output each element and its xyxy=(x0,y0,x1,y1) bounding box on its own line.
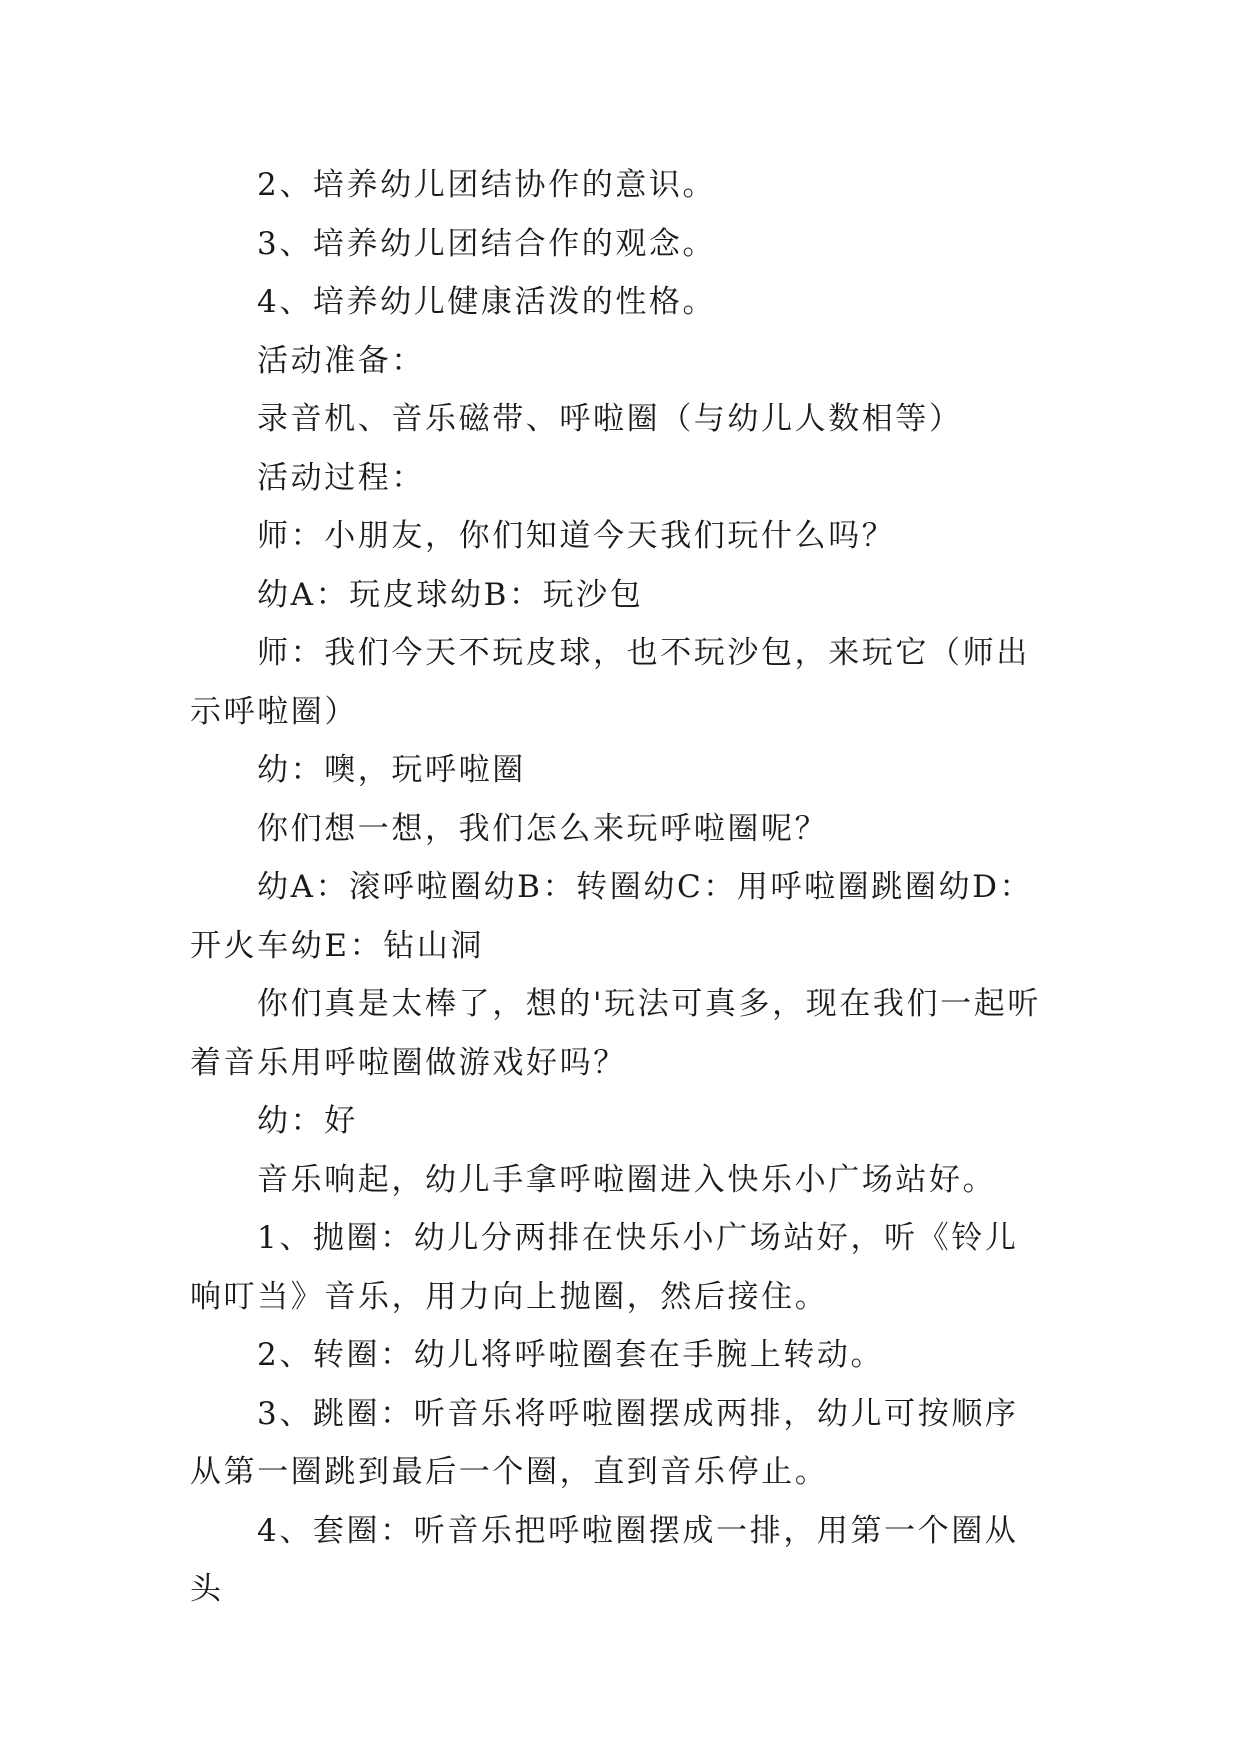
activity-step-3: 3、跳圈：听音乐将呼啦圈摆成两排，幼儿可按顺序从第一圈跳到最后一个圈，直到音乐停止。 xyxy=(190,1395,1019,1490)
section-heading-preparation: 活动准备： xyxy=(257,342,425,379)
paragraph-goal-2: 2、培养幼儿团结协作的意识。 xyxy=(257,167,717,203)
dialogue-line: 幼：噢，玩呼啦圈 xyxy=(257,752,526,788)
paragraph-goal-4: 4、培养幼儿健康活泼的性格。 xyxy=(257,284,717,320)
activity-step-4: 4、套圈：听音乐把呼啦圈摆成一排，用第一个圈从头 xyxy=(190,1512,1019,1607)
activity-step-1: 1、抛圈：幼儿分两排在快乐小广场站好，听《铃儿响叮当》音乐，用力向上抛圈，然后接住。 xyxy=(190,1220,1019,1315)
dialogue-line: 你们真是太棒了，想的'玩法可真多，现在我们一起听着音乐用呼啦圈做游戏好吗？ xyxy=(190,986,1041,1081)
dialogue-line: 幼A：玩皮球幼B：玩沙包 xyxy=(257,576,644,613)
dialogue-line: 幼：好 xyxy=(257,1103,358,1139)
document-body xyxy=(190,156,1052,1619)
paragraph-goal-3: 3、培养幼儿团结合作的观念。 xyxy=(257,225,717,262)
dialogue-line: 师：我们今天不玩皮球，也不玩沙包，来玩它（师出示呼啦圈） xyxy=(190,635,1030,730)
section-heading-process: 活动过程： xyxy=(257,459,425,496)
dialogue-line: 幼A：滚呼啦圈幼B：转圈幼C：用呼啦圈跳圈幼D：开火车幼E：钻山洞 xyxy=(190,869,1034,964)
dialogue-line: 师：小朋友，你们知道今天我们玩什么吗？ xyxy=(257,518,896,554)
dialogue-line: 你们想一想，我们怎么来玩呼啦圈呢？ xyxy=(257,810,829,847)
paragraph-materials: 录音机、音乐磁带、呼啦圈（与幼儿人数相等） xyxy=(257,401,963,437)
activity-step-2: 2、转圈：幼儿将呼啦圈套在手腕上转动。 xyxy=(257,1337,885,1373)
paragraph-music-start: 音乐响起，幼儿手拿呼啦圈进入快乐小广场站好。 xyxy=(257,1161,997,1198)
